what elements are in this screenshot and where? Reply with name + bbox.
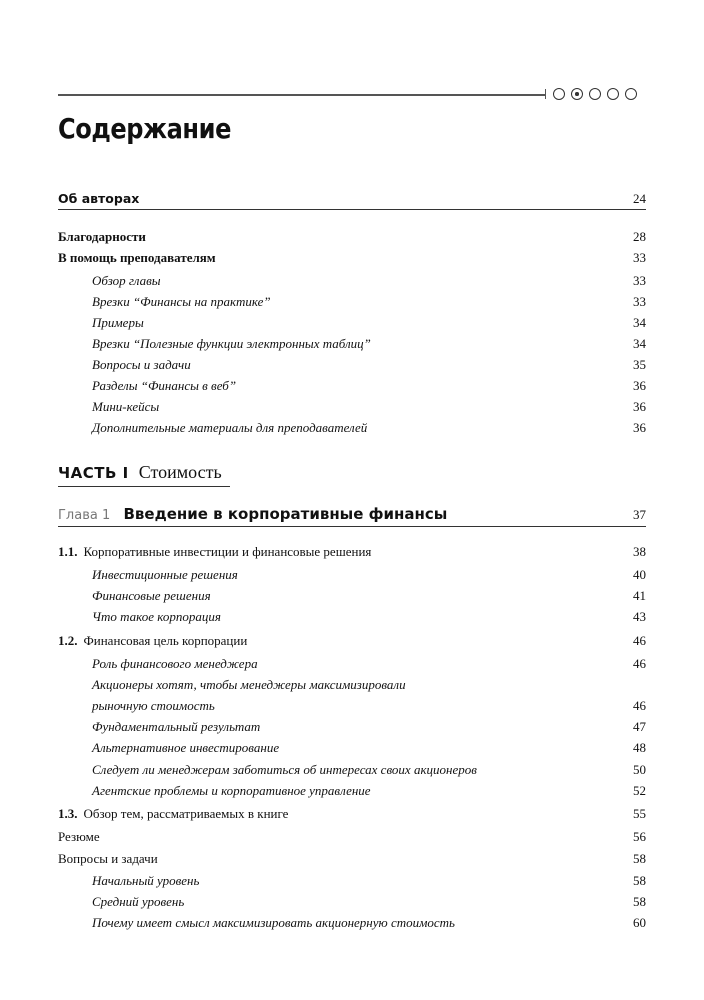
toc-subentry[interactable]	[58, 677, 646, 693]
toc-entry-page: 24	[633, 191, 646, 206]
toc-subentry-label: Примеры	[92, 315, 144, 330]
toc-subentry[interactable]	[58, 420, 646, 436]
section-page: 46	[633, 633, 646, 648]
toc-subentry-label: Врезки “Полезные функции электронных таблиц”	[92, 336, 371, 351]
section-label: Финансовая цель корпорации	[83, 633, 248, 648]
toc-subentry[interactable]	[58, 873, 646, 889]
toc-entry-questions[interactable]	[58, 851, 646, 867]
toc-subentry-page: 46	[633, 656, 646, 671]
toc-subentry-label: Начальный уровень	[92, 873, 200, 888]
toc-subentry-label: Следует ли менеджерам заботиться об интересах своих акционеров	[92, 762, 477, 777]
section-label: Корпоративные инвестиции и финансовые решения	[83, 544, 372, 559]
toc-subentry-page: 58	[633, 894, 646, 909]
toc-subentry-page: 36	[633, 420, 646, 435]
toc-subentry-label: Вопросы и задачи	[92, 357, 191, 372]
toc-subentry-label: Что такое корпорация	[92, 609, 221, 624]
chapter-heading[interactable]	[58, 506, 646, 527]
toc-subentry-label: Мини-кейсы	[92, 399, 160, 414]
toc-entry-page: 56	[633, 829, 646, 844]
toc-entry-authors[interactable]	[58, 191, 646, 210]
toc-subentry[interactable]	[58, 762, 646, 778]
toc-subentry[interactable]	[58, 609, 646, 625]
toc-subentry-label: Разделы “Финансы в веб”	[92, 378, 237, 393]
toc-subentry-page: 48	[633, 740, 646, 755]
toc-subentry[interactable]	[58, 294, 646, 310]
section-label: Обзор тем, рассматриваемых в книге	[83, 806, 289, 821]
circle-icon	[589, 88, 601, 100]
toc-subentry-page: 40	[633, 567, 646, 582]
toc-subentry-label: Инвестиционные решения	[92, 567, 238, 582]
toc-subentry-label: рыночную стоимость	[92, 698, 215, 713]
toc-entry-label: Вопросы и задачи	[58, 851, 158, 866]
toc-subentry[interactable]	[58, 656, 646, 672]
toc-subentry-page: 50	[633, 762, 646, 777]
toc-subentry[interactable]	[58, 567, 646, 583]
section-number: 1.3.	[58, 806, 78, 821]
toc-subentry[interactable]	[58, 378, 646, 394]
toc-subentry-label: Альтернативное инвестирование	[92, 740, 280, 755]
toc-subentry[interactable]	[58, 740, 646, 756]
toc-entry-label: Об авторах	[58, 191, 140, 206]
toc-subentry-label: Обзор главы	[92, 273, 161, 288]
toc-subentry[interactable]	[58, 894, 646, 910]
toc-entry-page: 28	[633, 229, 646, 244]
toc-subentry[interactable]	[58, 588, 646, 604]
toc-entry-teachers[interactable]	[58, 250, 646, 266]
part-heading[interactable]	[58, 462, 230, 487]
toc-section[interactable]	[58, 544, 646, 560]
toc-entry-summary[interactable]	[58, 829, 646, 845]
toc-section[interactable]	[58, 633, 646, 649]
section-page: 38	[633, 544, 646, 559]
section-number: 1.2.	[58, 633, 78, 648]
section-number: 1.1.	[58, 544, 78, 559]
toc-subentry-page: 43	[633, 609, 646, 624]
circle-icon	[625, 88, 637, 100]
circle-icon	[553, 88, 565, 100]
toc-subentry-label: Фундаментальный результат	[92, 719, 261, 734]
toc-subentry-page: 34	[633, 315, 646, 330]
toc-subentry-page: 60	[633, 915, 646, 930]
toc-subentry-label: Средний уровень	[92, 894, 185, 909]
toc-entry-acknowledgements[interactable]	[58, 229, 646, 245]
header-rule	[58, 94, 545, 96]
toc-subentry-label: Роль финансового менеджера	[92, 656, 258, 671]
toc-subentry[interactable]	[58, 315, 646, 331]
part-label: ЧАСТЬ I	[58, 464, 129, 482]
toc-subentry-page: 34	[633, 336, 646, 351]
toc-subentry-label: Агентские проблемы и корпоративное управление	[92, 783, 371, 798]
toc-subentry[interactable]	[58, 336, 646, 352]
toc-entry-label: В помощь преподавателям	[58, 250, 216, 265]
toc-subentry[interactable]	[58, 698, 646, 714]
toc-subentry-label: Акционеры хотят, чтобы менеджеры максимизировали	[92, 677, 406, 692]
toc-entry-page: 33	[633, 250, 646, 265]
toc-subentry[interactable]	[58, 399, 646, 415]
toc-subentry-page: 58	[633, 873, 646, 888]
toc-subentry[interactable]	[58, 719, 646, 735]
toc-section[interactable]	[58, 806, 646, 822]
toc-subentry-page: 36	[633, 378, 646, 393]
circle-icon	[607, 88, 619, 100]
toc-subentry-page: 46	[633, 698, 646, 713]
toc-subentry-page: 36	[633, 399, 646, 414]
toc-subentry[interactable]	[58, 783, 646, 799]
toc-subentry[interactable]	[58, 273, 646, 289]
toc-subentry-page: 41	[633, 588, 646, 603]
page-title: Содержание	[58, 112, 231, 145]
toc-subentry-label: Дополнительные материалы для преподавателей	[92, 420, 368, 435]
toc-subentry-label: Финансовые решения	[92, 588, 211, 603]
toc-entry-label: Резюме	[58, 829, 100, 844]
toc-subentry-page: 33	[633, 273, 646, 288]
toc-subentry-page: 52	[633, 783, 646, 798]
toc-subentry[interactable]	[58, 357, 646, 373]
chapter-page: 37	[633, 507, 646, 522]
toc-entry-label: Благодарности	[58, 229, 146, 244]
toc-subentry[interactable]	[58, 915, 646, 931]
toc-subentry-page: 35	[633, 357, 646, 372]
toc-subentry-label: Врезки “Финансы на практике”	[92, 294, 271, 309]
chapter-label: Глава 1	[58, 508, 111, 523]
toc-subentry-page: 47	[633, 719, 646, 734]
part-title: Стоимость	[138, 462, 222, 482]
header-circles	[553, 86, 637, 102]
toc-subentry-label: Почему имеет смысл максимизировать акционерную стоимость	[92, 915, 455, 930]
header-rule-tick	[545, 89, 546, 99]
chapter-title: Введение в корпоративные финансы	[123, 505, 448, 523]
toc-entry-page: 58	[633, 851, 646, 866]
section-page: 55	[633, 806, 646, 821]
circle-dot-icon	[571, 88, 583, 100]
toc-subentry-page: 33	[633, 294, 646, 309]
